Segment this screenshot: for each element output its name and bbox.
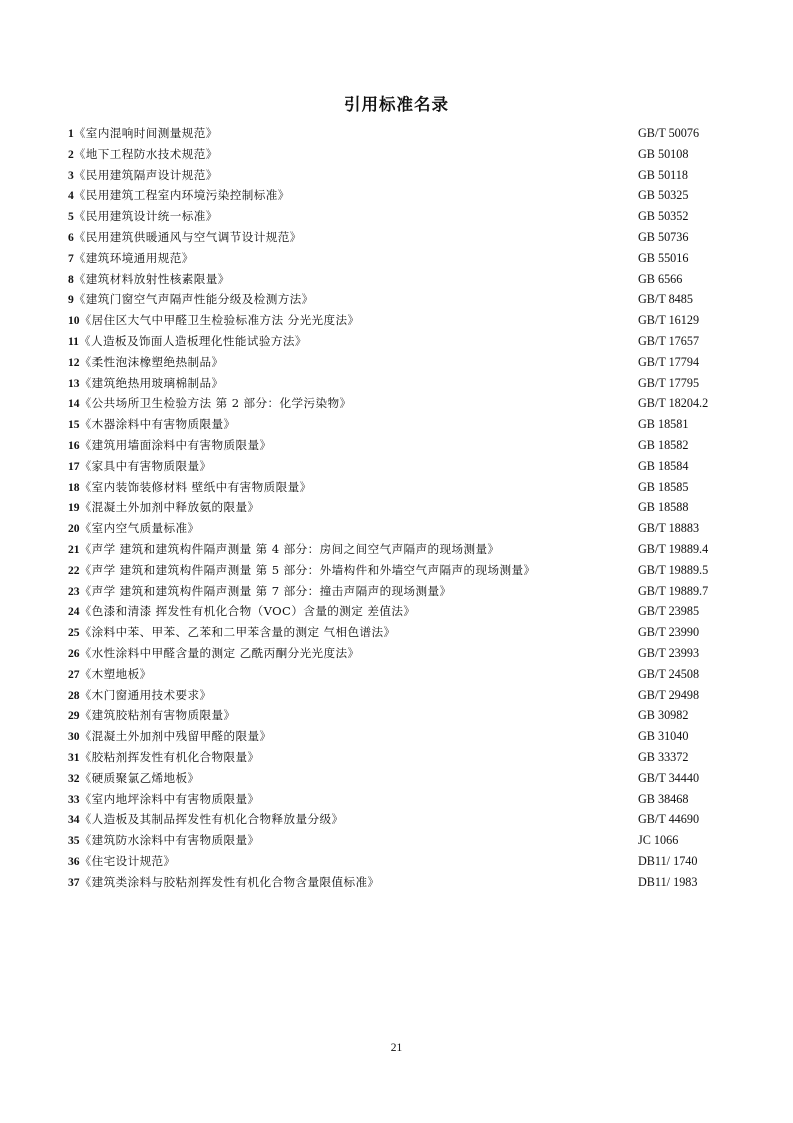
standard-number: 26 xyxy=(68,646,80,660)
standard-row xyxy=(68,269,728,290)
standard-number: 21 xyxy=(68,542,80,556)
standard-title: 《硬质聚氯乙烯地板》 xyxy=(79,770,200,785)
standard-row xyxy=(68,601,728,622)
standard-title: 《民用建筑供暖通风与空气调节设计规范》 xyxy=(73,229,302,244)
standard-title: 《混凝土外加剂中残留甲醛的限量》 xyxy=(79,729,272,744)
standard-row xyxy=(68,497,728,518)
standard-number: 19 xyxy=(68,501,80,515)
standard-title: 《涂料中苯、甲苯、乙苯和二甲苯含量的测定 气相色谱法》 xyxy=(79,625,396,640)
standard-row xyxy=(68,206,728,227)
page-number: 21 xyxy=(390,1042,403,1054)
standard-code: GB 50325 xyxy=(638,188,689,203)
standard-number: 1 xyxy=(68,127,74,140)
standard-number: 22 xyxy=(68,563,80,577)
standard-row xyxy=(68,185,728,206)
standard-title: 《建筑绝热用玻璃棉制品》 xyxy=(79,375,224,390)
standard-number: 2 xyxy=(68,147,74,161)
standard-row xyxy=(68,248,728,269)
standard-row xyxy=(68,685,728,706)
standard-row xyxy=(68,414,728,435)
standard-code: GB/T 19889.4 xyxy=(638,541,709,556)
standard-row xyxy=(68,123,728,144)
standard-title: 《建筑胶粘剂有害物质限量》 xyxy=(79,708,236,723)
standard-code: GB 55016 xyxy=(638,250,689,265)
standard-title: 《室内地坪涂料中有害物质限量》 xyxy=(79,791,260,806)
standard-number: 29 xyxy=(68,709,80,723)
standard-title: 《民用建筑隔声设计规范》 xyxy=(73,167,218,182)
standard-number: 14 xyxy=(68,397,80,411)
standard-code: GB/T 44690 xyxy=(638,812,700,827)
standard-number: 12 xyxy=(68,355,80,369)
standard-row xyxy=(68,768,728,789)
standard-number: 27 xyxy=(68,667,80,681)
standard-title: 《水性涂料中甲醛含量的测定 乙酰丙酮分光光度法》 xyxy=(79,645,360,660)
standard-row xyxy=(68,622,728,643)
standard-code: GB/T 23985 xyxy=(638,604,700,619)
standard-code: GB 30982 xyxy=(638,708,689,723)
standard-code: GB/T 18883 xyxy=(638,521,700,536)
standard-row xyxy=(68,747,728,768)
standard-row xyxy=(68,872,728,893)
standard-title: 《建筑用墙面涂料中有害物质限量》 xyxy=(79,437,272,452)
standard-number: 18 xyxy=(68,480,80,494)
standard-title: 《室内混响时间测量规范》 xyxy=(73,126,218,140)
standard-code: GB 50118 xyxy=(638,167,688,182)
standard-number: 32 xyxy=(68,771,80,785)
standard-number: 7 xyxy=(68,251,74,265)
standard-title: 《室内装饰装修材料 壁纸中有害物质限量》 xyxy=(79,479,312,494)
standard-code: GB/T 19889.5 xyxy=(638,562,709,577)
standard-number: 20 xyxy=(68,522,80,536)
standard-title: 《柔性泡沫橡塑绝热制品》 xyxy=(79,354,224,369)
standard-title: 《胶粘剂挥发性有机化合物限量》 xyxy=(79,749,260,764)
standard-number: 24 xyxy=(68,605,80,619)
standard-row xyxy=(68,726,728,747)
standard-number: 10 xyxy=(68,314,80,328)
standard-code: GB/T 18204.2 xyxy=(638,396,709,411)
standard-row xyxy=(68,643,728,664)
standard-code: GB 38468 xyxy=(638,791,689,806)
standard-title: 《建筑门窗空气声隔声性能分级及检测方法》 xyxy=(73,292,314,307)
standard-row xyxy=(68,435,728,456)
standard-code: GB/T 23990 xyxy=(638,625,700,640)
standard-title: 《民用建筑设计统一标准》 xyxy=(73,209,218,224)
standard-code: GB/T 19889.7 xyxy=(638,583,709,598)
standard-code: GB/T 34440 xyxy=(638,770,700,785)
standard-number: 4 xyxy=(68,189,74,203)
standard-code: DB11/ 1740 xyxy=(638,853,698,868)
standard-title: 《建筑环境通用规范》 xyxy=(73,250,194,265)
standard-code: DB11/ 1983 xyxy=(638,874,698,889)
standard-number: 13 xyxy=(68,376,80,390)
standard-row xyxy=(68,581,728,602)
standard-row xyxy=(68,518,728,539)
standard-code: GB 50108 xyxy=(638,146,689,161)
standard-number: 3 xyxy=(68,168,74,182)
standard-title: 《混凝土外加剂中释放氨的限量》 xyxy=(79,500,260,515)
standard-code: GB/T 23993 xyxy=(638,645,700,660)
standard-title: 《色漆和清漆 挥发性有机化合物（VOC）含量的测定 差值法》 xyxy=(79,604,416,619)
standard-code: JC 1066 xyxy=(638,833,679,848)
standard-number: 31 xyxy=(68,750,80,764)
standard-code: GB 50352 xyxy=(638,209,689,224)
standard-code: GB/T 8485 xyxy=(638,292,693,307)
standard-row xyxy=(68,830,728,851)
standard-row xyxy=(68,144,728,165)
standard-code: GB/T 50076 xyxy=(638,126,700,140)
standard-title: 《地下工程防水技术规范》 xyxy=(73,146,218,161)
standard-code: GB 50736 xyxy=(638,229,689,244)
standard-title: 《声学 建筑和建筑构件隔声测量 第 4 部分：房间之间空气声隔声的现场测量》 xyxy=(79,541,500,556)
standard-code: GB/T 29498 xyxy=(638,687,700,702)
standard-number: 30 xyxy=(68,730,80,744)
standard-code: GB/T 16129 xyxy=(638,313,700,328)
standard-code: GB 6566 xyxy=(638,271,683,286)
standard-code: GB 31040 xyxy=(638,729,689,744)
standard-code: GB/T 17657 xyxy=(638,333,700,348)
standard-row xyxy=(68,310,728,331)
standard-row xyxy=(68,809,728,830)
standard-number: 37 xyxy=(68,875,80,889)
standard-code: GB 18585 xyxy=(638,479,689,494)
standard-row xyxy=(68,352,728,373)
standard-title: 《建筑材料放射性核素限量》 xyxy=(73,271,230,286)
standard-title: 《民用建筑工程室内环境污染控制标准》 xyxy=(73,188,290,203)
standard-row xyxy=(68,456,728,477)
standard-number: 36 xyxy=(68,854,80,868)
standard-row xyxy=(68,789,728,810)
standard-number: 6 xyxy=(68,230,74,244)
standard-title: 《室内空气质量标准》 xyxy=(79,521,200,536)
standard-number: 28 xyxy=(68,688,80,702)
standard-title: 《声学 建筑和建筑构件隔声测量 第 7 部分：撞击声隔声的现场测量》 xyxy=(79,583,452,598)
standard-code: GB/T 17795 xyxy=(638,375,700,390)
standard-title: 《居住区大气中甲醛卫生检验标准方法 分光光度法》 xyxy=(79,313,360,328)
standard-row xyxy=(68,560,728,581)
standard-title: 《住宅设计规范》 xyxy=(79,853,176,868)
standard-number: 15 xyxy=(68,418,80,432)
standard-code: GB 18582 xyxy=(638,437,689,452)
standard-row xyxy=(68,331,728,352)
standard-title: 《声学 建筑和建筑构件隔声测量 第 5 部分：外墙构件和外墙空气声隔声的现场测量》 xyxy=(79,562,536,577)
standard-number: 35 xyxy=(68,834,80,848)
standard-number: 23 xyxy=(68,584,80,598)
standards-list xyxy=(68,123,728,892)
standard-row xyxy=(68,539,728,560)
standard-number: 9 xyxy=(68,293,74,307)
standard-number: 5 xyxy=(68,210,74,224)
standard-row xyxy=(68,165,728,186)
standard-title: 《建筑防水涂料中有害物质限量》 xyxy=(79,833,260,848)
standard-row xyxy=(68,227,728,248)
standard-code: GB 18588 xyxy=(638,500,689,515)
standard-number: 8 xyxy=(68,272,74,286)
standard-title: 《人造板及饰面人造板理化性能试验方法》 xyxy=(78,333,307,348)
standard-row xyxy=(68,477,728,498)
standard-number: 34 xyxy=(68,813,80,827)
standard-number: 16 xyxy=(68,438,80,452)
standard-title: 《木器涂料中有害物质限量》 xyxy=(79,417,236,432)
standard-code: GB 18581 xyxy=(638,417,689,432)
standard-title: 《家具中有害物质限量》 xyxy=(79,458,212,473)
standard-row xyxy=(68,705,728,726)
page-title: 引用标准名录 xyxy=(344,95,449,114)
standard-row xyxy=(68,289,728,310)
standard-code: GB 33372 xyxy=(638,749,689,764)
standard-row xyxy=(68,664,728,685)
standard-row xyxy=(68,373,728,394)
standard-title: 《公共场所卫生检验方法 第 2 部分：化学污染物》 xyxy=(79,396,352,411)
standard-code: GB/T 17794 xyxy=(638,354,700,369)
standard-code: GB 18584 xyxy=(638,458,689,473)
standard-title: 《木塑地板》 xyxy=(79,666,152,681)
standard-row xyxy=(68,851,728,872)
standard-number: 25 xyxy=(68,626,80,640)
standard-number: 11 xyxy=(68,334,79,348)
standard-title: 《建筑类涂料与胶粘剂挥发性有机化合物含量限值标准》 xyxy=(79,874,380,889)
standard-title: 《人造板及其制品挥发性有机化合物释放量分级》 xyxy=(79,812,344,827)
standard-code: GB/T 24508 xyxy=(638,666,700,681)
standard-number: 17 xyxy=(68,459,80,473)
standard-number: 33 xyxy=(68,792,80,806)
standard-title: 《木门窗通用技术要求》 xyxy=(79,687,212,702)
standard-row xyxy=(68,393,728,414)
